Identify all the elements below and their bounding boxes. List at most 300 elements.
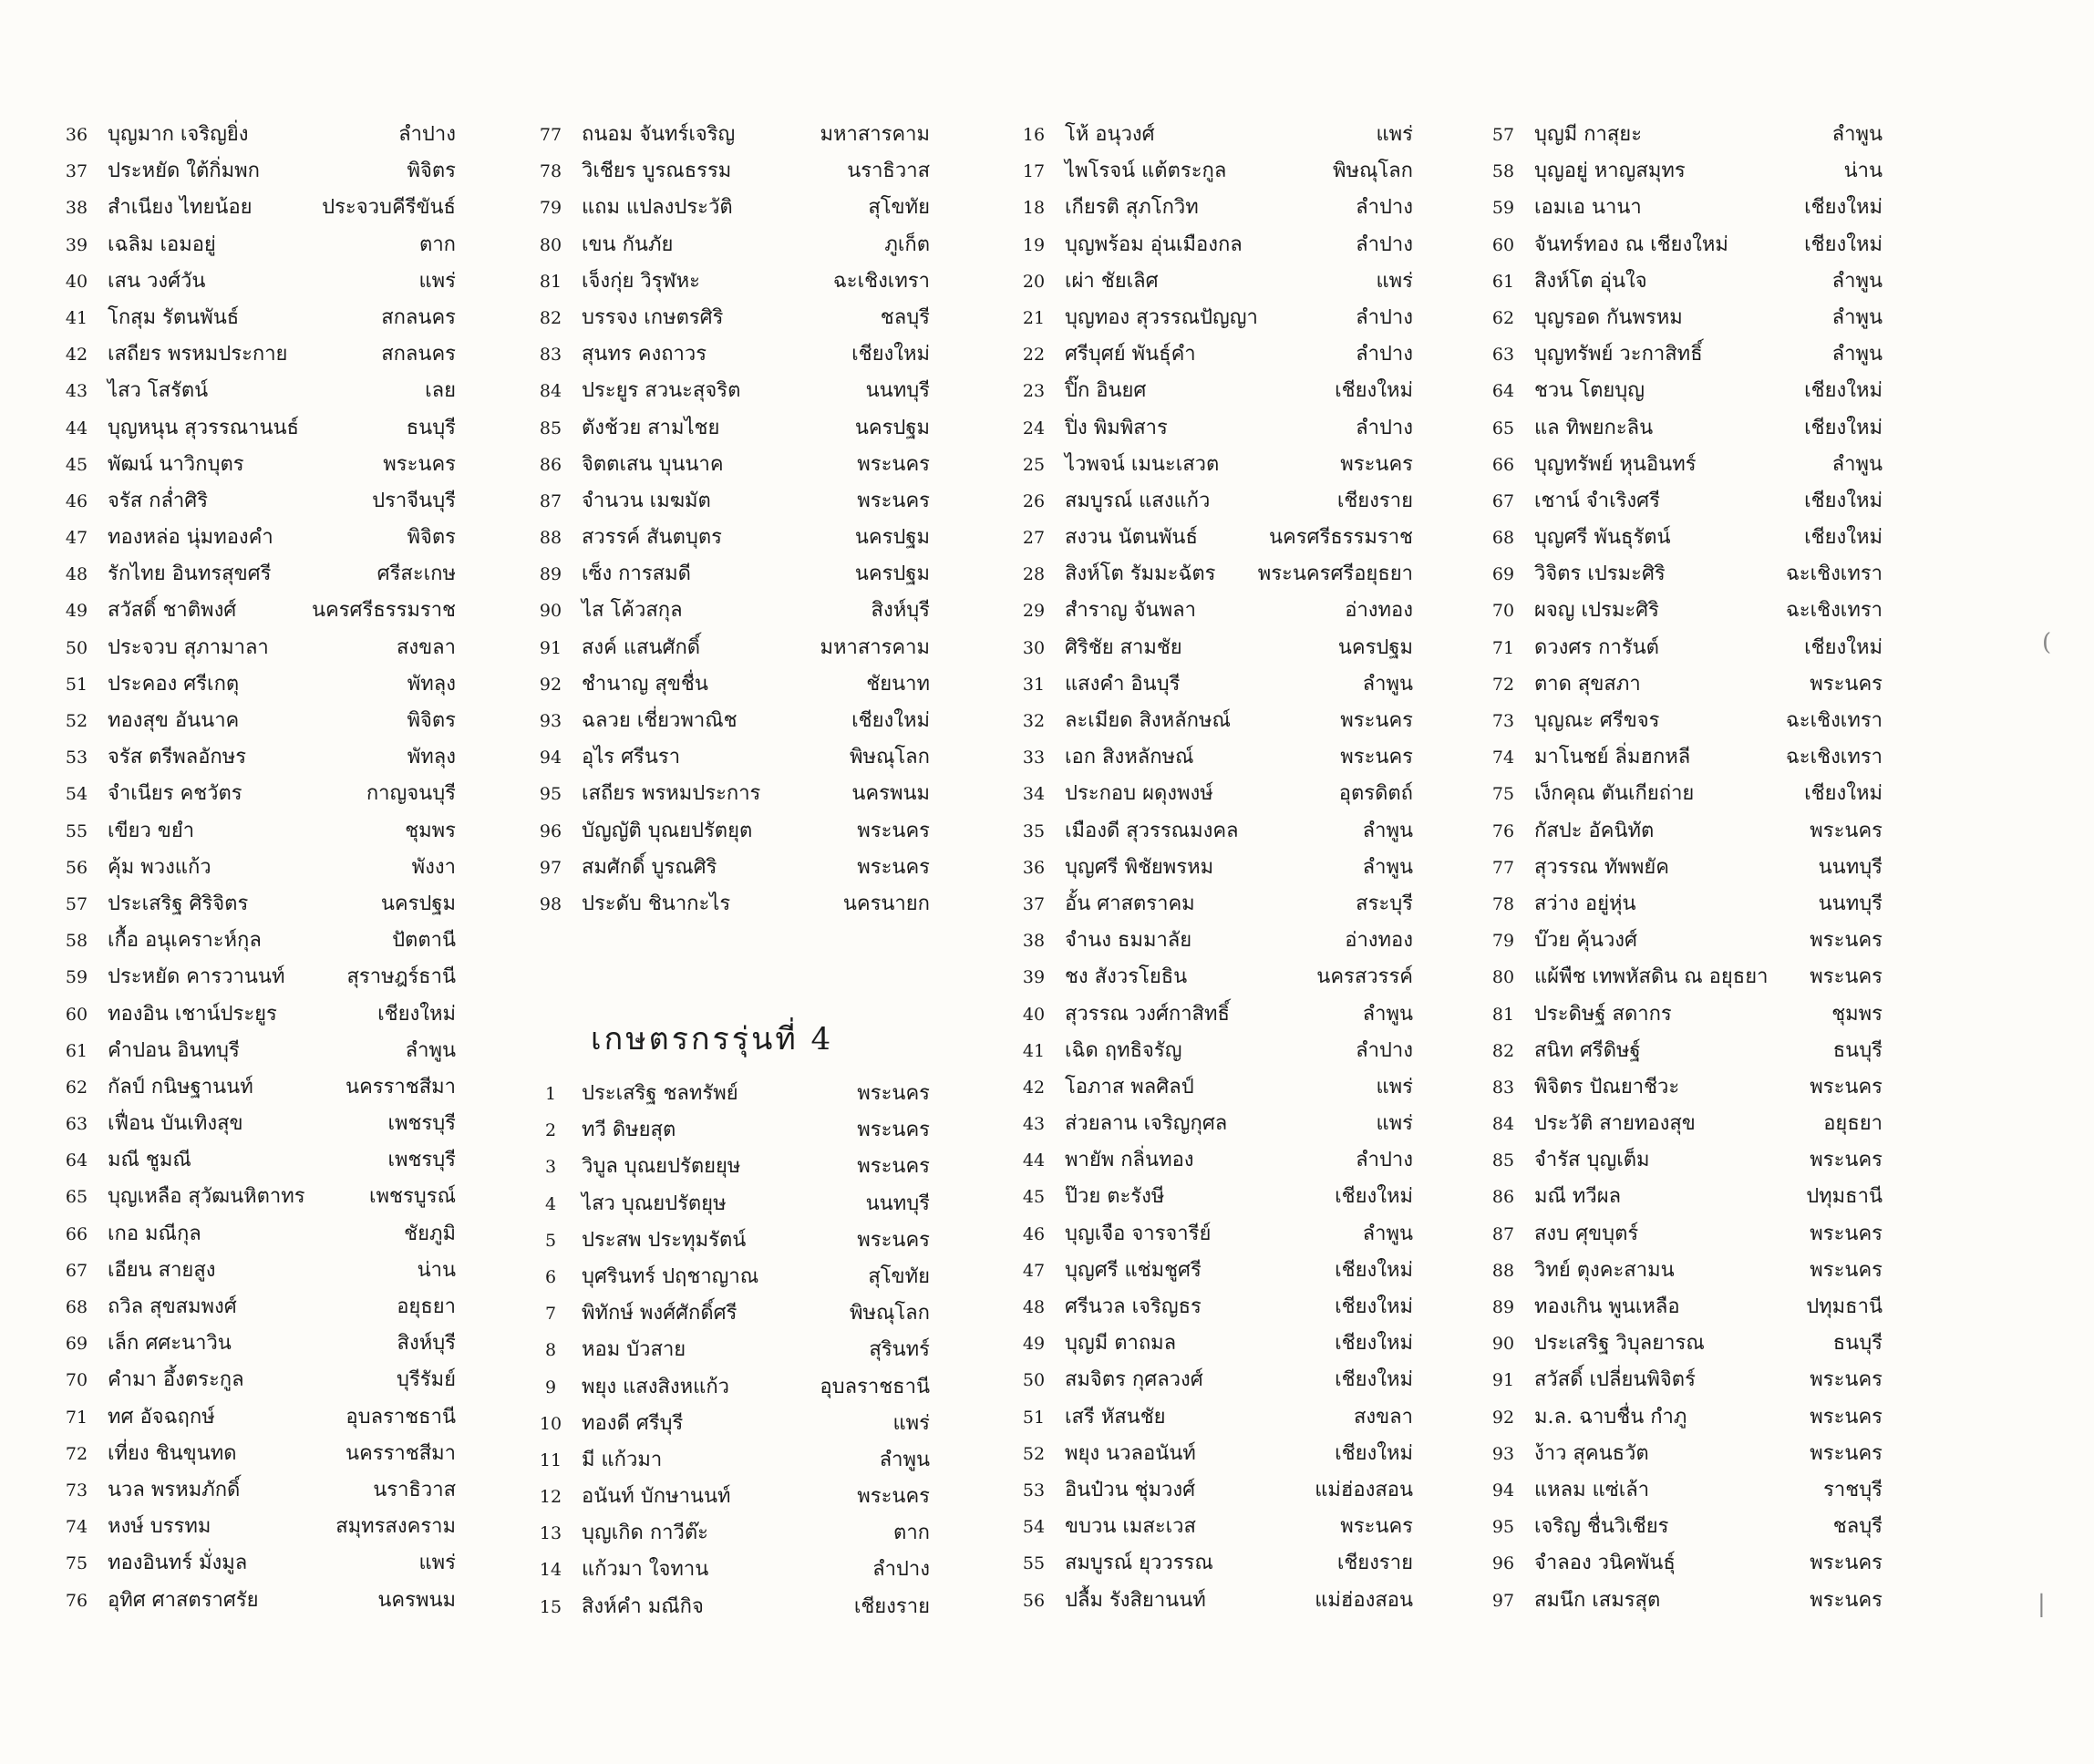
entry-number: 46 bbox=[1022, 1223, 1046, 1244]
list-item bbox=[55, 117, 456, 153]
entry-number: 40 bbox=[1022, 1004, 1046, 1025]
entry-name: ไสว โสรัตน์ bbox=[108, 379, 209, 403]
entry-province: ชลบุรี bbox=[880, 305, 930, 329]
entry-name: เขน กันภัย bbox=[582, 232, 674, 256]
entry-number: 87 bbox=[539, 490, 562, 511]
entry-name: สำราญ จันพลา bbox=[1065, 599, 1196, 623]
list-item bbox=[55, 373, 456, 409]
entry-name: โห้ อนุวงศ์ bbox=[1065, 123, 1155, 146]
list-item bbox=[1481, 630, 1883, 666]
entry-number: 42 bbox=[65, 345, 88, 366]
entry-province: พัทลุง bbox=[407, 672, 456, 696]
entry-province: พัทลุง bbox=[407, 746, 456, 769]
entry-number: 86 bbox=[1491, 1187, 1515, 1208]
entry-name: จิตตเสน บุนนาค bbox=[582, 452, 724, 476]
entry-province: แพร่ bbox=[1376, 123, 1413, 146]
entry-number: 31 bbox=[1022, 674, 1046, 695]
entry-number: 91 bbox=[539, 637, 562, 658]
entry-number: 4 bbox=[544, 1193, 557, 1214]
entry-number: 83 bbox=[539, 345, 562, 366]
entry-province: นครปฐม bbox=[1337, 635, 1413, 659]
entry-name: ส่วยลาน เจริญกุศล bbox=[1065, 1112, 1228, 1136]
entry-name: สิงห์โต อุ่นใจ bbox=[1534, 269, 1647, 293]
entry-number: 79 bbox=[1491, 931, 1515, 952]
entry-province: ชัยนาท bbox=[866, 672, 930, 696]
list-item bbox=[55, 813, 456, 850]
entry-number: 39 bbox=[1022, 967, 1046, 988]
entry-province: สมุทรสงคราม bbox=[335, 1515, 456, 1539]
entry-name: ประคอง ศรีเกตุ bbox=[108, 672, 240, 696]
entry-name: พัฒน์ นาวิกบุตร bbox=[108, 452, 244, 476]
list-item bbox=[1012, 886, 1413, 923]
entry-number: 46 bbox=[65, 490, 88, 511]
entry-province: เชียงใหม่ bbox=[851, 709, 930, 732]
entry-name: สุวรรณ วงศ์กาสิทธิ์ bbox=[1065, 1002, 1230, 1026]
entry-number: 29 bbox=[1022, 601, 1046, 622]
list-item bbox=[529, 556, 930, 593]
entry-province: นครนายก bbox=[842, 892, 930, 915]
entry-province: ลำปาง bbox=[398, 123, 456, 146]
entry-name: ทศ อัจฉฤกษ์ bbox=[108, 1405, 215, 1429]
entry-province: ลำพูน bbox=[1362, 1002, 1413, 1026]
entry-name: ศิริชัย สามชัย bbox=[1065, 635, 1182, 659]
entry-name: นวล พรหมภักดิ์ bbox=[108, 1478, 241, 1501]
entry-name: อนันท์ บักษานนท์ bbox=[582, 1485, 731, 1509]
entry-name: ทองดี ศรีบุรี bbox=[582, 1411, 684, 1435]
entry-province: อุตรดิตถ์ bbox=[1338, 782, 1413, 806]
list-item bbox=[55, 1326, 456, 1362]
list-item bbox=[529, 263, 930, 300]
entry-number: 89 bbox=[1491, 1297, 1515, 1317]
list-item bbox=[1012, 813, 1413, 850]
entry-province: ลำปาง bbox=[1356, 232, 1413, 256]
entry-province: เชียงใหม่ bbox=[1335, 1295, 1413, 1318]
entry-name: เอมเอ นานา bbox=[1534, 196, 1642, 220]
entry-province: อยุธยา bbox=[397, 1295, 456, 1318]
list-item bbox=[529, 1406, 930, 1442]
entry-number: 72 bbox=[1491, 674, 1515, 695]
entry-number: 35 bbox=[1022, 820, 1046, 841]
entry-name: คุ้ม พวงแก้ว bbox=[108, 855, 211, 879]
entry-province: พระนคร bbox=[857, 1155, 930, 1179]
entry-province: ลำพูน bbox=[1831, 452, 1883, 476]
list-item bbox=[1012, 703, 1413, 739]
list-item bbox=[1012, 263, 1413, 300]
entry-name: พิจิตร ปัณยาชีวะ bbox=[1534, 1075, 1680, 1099]
entry-number: 8 bbox=[544, 1340, 557, 1361]
entry-province: ลำพูน bbox=[1831, 269, 1883, 293]
entry-number: 48 bbox=[65, 564, 88, 585]
entry-province: ประจวบคีรีขันธ์ bbox=[322, 196, 456, 220]
entry-province: แพร่ bbox=[1376, 269, 1413, 293]
entry-province: นครปฐม bbox=[854, 526, 930, 550]
list-item bbox=[529, 1149, 930, 1185]
list-item bbox=[55, 1142, 456, 1179]
entry-number: 16 bbox=[1022, 125, 1046, 145]
entry-province: เชียงใหม่ bbox=[377, 1002, 456, 1026]
entry-province: พระนคร bbox=[857, 452, 930, 476]
entry-name: บุญอยู่ หาญสมุทร bbox=[1534, 160, 1686, 183]
entry-number: 52 bbox=[1022, 1443, 1046, 1464]
list-item bbox=[1481, 1142, 1883, 1179]
list-item bbox=[55, 996, 456, 1033]
list-item bbox=[1481, 776, 1883, 812]
entry-number: 37 bbox=[1022, 893, 1046, 914]
entry-province: ตาก bbox=[419, 232, 456, 256]
entry-number: 54 bbox=[65, 784, 88, 805]
entry-name: ประดับ ชินากะไร bbox=[582, 892, 731, 915]
entry-number: 37 bbox=[65, 161, 88, 182]
entry-number: 77 bbox=[539, 125, 562, 145]
list-item bbox=[1481, 813, 1883, 850]
entry-province: พระนคร bbox=[1810, 1552, 1883, 1575]
list-item bbox=[529, 227, 930, 263]
list-column-1 bbox=[55, 117, 456, 1619]
list-item bbox=[1012, 959, 1413, 995]
list-item bbox=[1481, 1326, 1883, 1362]
entry-province: แพร่ bbox=[418, 269, 456, 293]
entry-name: อุทิศ ศาสตราศรัย bbox=[108, 1588, 259, 1612]
list-item bbox=[1012, 373, 1413, 409]
entry-province: พระนคร bbox=[1810, 819, 1883, 842]
entry-province: สระบุรี bbox=[1356, 892, 1413, 915]
entry-province: นครราชสีมา bbox=[346, 1441, 456, 1465]
entry-province: อ่างทอง bbox=[1345, 599, 1413, 623]
entry-province: พิจิตร bbox=[407, 160, 456, 183]
list-item bbox=[1012, 117, 1413, 153]
entry-number: 86 bbox=[539, 454, 562, 475]
list-item bbox=[1481, 1362, 1883, 1398]
list-item bbox=[1012, 153, 1413, 190]
list-item bbox=[529, 1186, 930, 1222]
entry-name: สิงห์โต รัมมะฉัตร bbox=[1065, 562, 1216, 586]
list-item bbox=[1481, 1216, 1883, 1253]
entry-number: 56 bbox=[65, 857, 88, 878]
entry-province: พระนคร bbox=[1340, 1515, 1413, 1539]
entry-name: ประกอบ ผดุงพงษ์ bbox=[1065, 782, 1213, 806]
list-item bbox=[1012, 556, 1413, 593]
entry-number: 47 bbox=[1022, 1260, 1046, 1281]
list-item bbox=[1481, 190, 1883, 226]
list-item bbox=[529, 483, 930, 520]
entry-province: เชียงใหม่ bbox=[1804, 782, 1883, 806]
list-item bbox=[529, 117, 930, 153]
entry-number: 25 bbox=[1022, 454, 1046, 475]
entry-name: เง็กคุณ ตันเกียถ่าย bbox=[1534, 782, 1695, 806]
list-item bbox=[1012, 1106, 1413, 1142]
entry-name: เขียว ขยำ bbox=[108, 819, 195, 842]
entry-name: สนิท ศรีดิษฐ์ bbox=[1534, 1038, 1641, 1062]
entry-name: โกสุม รัตนพันธ์ bbox=[108, 305, 240, 329]
entry-number: 40 bbox=[65, 271, 88, 292]
list-item bbox=[1012, 776, 1413, 812]
entry-province: นราธิวาส bbox=[373, 1478, 456, 1501]
entry-name: กัสปะ อัคนิทัต bbox=[1534, 819, 1655, 842]
entry-name: บ๊วย คุ้นวงศ์ bbox=[1534, 929, 1638, 953]
entry-number: 52 bbox=[65, 711, 88, 731]
entry-province: พระนคร bbox=[1810, 1075, 1883, 1099]
list-item bbox=[55, 1253, 456, 1289]
list-item bbox=[1481, 1179, 1883, 1215]
list-item bbox=[55, 300, 456, 336]
entry-province: อุบลราชธานี bbox=[820, 1375, 930, 1398]
entry-name: เสถียร พรหมประกาย bbox=[108, 343, 288, 366]
entry-name: จำลอง วนิคพันธุ์ bbox=[1534, 1552, 1676, 1575]
entry-name: จำเนียร คชวัตร bbox=[108, 782, 242, 806]
entry-number: 79 bbox=[539, 198, 562, 219]
entry-province: นนทบุรี bbox=[865, 1191, 930, 1215]
entry-province: พระนคร bbox=[1810, 1368, 1883, 1392]
entry-number: 63 bbox=[65, 1114, 88, 1135]
entry-province: เลย bbox=[425, 379, 456, 403]
entry-province: พระนคร bbox=[383, 452, 456, 476]
entry-name: บุญทอง สุวรรณปัญญา bbox=[1065, 305, 1258, 329]
entry-name: ป๊วย ตะรังษี bbox=[1065, 1185, 1165, 1209]
entry-name: สวัสดิ์ เปลี่ยนพิจิตร์ bbox=[1534, 1368, 1696, 1392]
entry-province: เพชรบูรณ์ bbox=[369, 1185, 456, 1209]
entry-number: 64 bbox=[1491, 381, 1515, 402]
entry-province: เชียงใหม่ bbox=[1335, 1185, 1413, 1209]
entry-number: 2 bbox=[544, 1120, 557, 1141]
entry-number: 95 bbox=[539, 784, 562, 805]
entry-name: ไส โค้วสกุล bbox=[582, 599, 683, 623]
entry-number: 39 bbox=[65, 234, 88, 255]
list-item bbox=[55, 1033, 456, 1069]
entry-name: บุญทรัพย์ หุนอินทร์ bbox=[1534, 452, 1697, 476]
list-item bbox=[529, 776, 930, 812]
entry-province: ฉะเชิงเทรา bbox=[1785, 562, 1883, 586]
entry-number: 47 bbox=[65, 528, 88, 549]
list-item bbox=[1012, 996, 1413, 1033]
entry-name: ตาด สุขสภา bbox=[1534, 672, 1641, 696]
entry-number: 71 bbox=[65, 1407, 88, 1428]
list-item bbox=[55, 1509, 456, 1545]
list-item bbox=[1481, 959, 1883, 995]
entry-name: เฟื่อน บันเทิงสุข bbox=[108, 1112, 243, 1136]
list-item bbox=[1481, 447, 1883, 483]
entry-province: แพร่ bbox=[418, 1552, 456, 1575]
entry-name: เกื้อ อนุเคราะห์กุล bbox=[108, 929, 262, 953]
entry-province: พิจิตร bbox=[407, 526, 456, 550]
entry-number: 53 bbox=[65, 748, 88, 769]
entry-name: สมบูรณ์ แสงแก้ว bbox=[1065, 489, 1211, 512]
entry-number: 82 bbox=[1491, 1040, 1515, 1061]
entry-number: 67 bbox=[65, 1260, 88, 1281]
entry-province: ลำพูน bbox=[1831, 305, 1883, 329]
entry-name: บุญศรี แช่มชูศรี bbox=[1065, 1258, 1202, 1282]
entry-province: นครปฐม bbox=[854, 416, 930, 439]
scan-mark: ( bbox=[2042, 629, 2052, 656]
entry-name: เล็ก ศศะนาวิน bbox=[108, 1332, 232, 1356]
list-item bbox=[1012, 300, 1413, 336]
entry-name: ผจญ เปรมะศิริ bbox=[1534, 599, 1659, 623]
list-item bbox=[1481, 1106, 1883, 1142]
entry-number: 18 bbox=[1022, 198, 1046, 219]
entry-province: เพชรบุรี bbox=[387, 1149, 456, 1172]
entry-province: สิงห์บุรี bbox=[871, 599, 930, 623]
entry-province: เชียงใหม่ bbox=[1335, 379, 1413, 403]
entry-province: ชัยภูมิ bbox=[404, 1222, 456, 1245]
entry-province: สิงห์บุรี bbox=[397, 1332, 456, 1356]
list-item bbox=[1012, 1033, 1413, 1069]
list-item bbox=[529, 336, 930, 373]
entry-number: 76 bbox=[1491, 820, 1515, 841]
list-item bbox=[1012, 1142, 1413, 1179]
entry-province: เชียงใหม่ bbox=[1804, 232, 1883, 256]
list-item bbox=[1012, 593, 1413, 629]
list-item bbox=[55, 923, 456, 959]
entry-name: ถวิล สุขสมพงศ์ bbox=[108, 1295, 237, 1318]
entry-number: 5 bbox=[544, 1230, 557, 1251]
entry-province: สกลนคร bbox=[381, 305, 456, 329]
entry-number: 65 bbox=[1491, 418, 1515, 438]
entry-number: 10 bbox=[539, 1413, 562, 1434]
entry-province: เชียงราย bbox=[1336, 1552, 1413, 1575]
entry-name: ศรีบุศย์ พันธุ์คำ bbox=[1065, 343, 1196, 366]
entry-number: 13 bbox=[539, 1523, 562, 1544]
entry-number: 36 bbox=[65, 125, 88, 145]
entry-name: สมนึก เสมรสุต bbox=[1534, 1588, 1661, 1612]
entry-province: แพร่ bbox=[1376, 1075, 1413, 1099]
entry-province: พระนคร bbox=[1810, 1405, 1883, 1429]
list-item bbox=[529, 593, 930, 629]
list-item bbox=[529, 1076, 930, 1112]
entry-name: ดวงศร การันต์ bbox=[1534, 635, 1659, 659]
entry-number: 41 bbox=[65, 307, 88, 328]
list-item bbox=[55, 153, 456, 190]
entry-province: ศรีสะเกษ bbox=[377, 562, 456, 586]
list-item bbox=[1012, 1216, 1413, 1253]
list-item bbox=[55, 850, 456, 886]
list-item bbox=[1481, 1436, 1883, 1472]
entry-number: 68 bbox=[65, 1297, 88, 1317]
list-item bbox=[55, 1362, 456, 1398]
entry-number: 49 bbox=[1022, 1334, 1046, 1355]
entry-number: 81 bbox=[1491, 1004, 1515, 1025]
list-item bbox=[1012, 1362, 1413, 1398]
entry-number: 54 bbox=[1022, 1517, 1046, 1538]
entry-province: สุรินทร์ bbox=[869, 1338, 930, 1362]
entry-number: 55 bbox=[1022, 1553, 1046, 1574]
list-item bbox=[1481, 1509, 1883, 1545]
entry-number: 45 bbox=[65, 454, 88, 475]
entry-name: สมจิตร กุศลวงศ์ bbox=[1065, 1368, 1203, 1392]
entry-province: ลำพูน bbox=[1362, 819, 1413, 842]
entry-name: ประยูร สวนะสุจริต bbox=[582, 379, 741, 403]
entry-number: 69 bbox=[65, 1334, 88, 1355]
entry-number: 7 bbox=[544, 1304, 557, 1325]
entry-province: เชียงใหม่ bbox=[851, 343, 930, 366]
entry-number: 22 bbox=[1022, 345, 1046, 366]
entry-province: ชลบุรี bbox=[1832, 1515, 1883, 1539]
entry-number: 72 bbox=[65, 1443, 88, 1464]
entry-province: ลำปาง bbox=[1356, 416, 1413, 439]
entry-name: ทองสุข อันนาค bbox=[108, 709, 240, 732]
entry-province: พระนคร bbox=[857, 1082, 930, 1105]
entry-province: ลำพูน bbox=[1362, 855, 1413, 879]
entry-province: พังงา bbox=[411, 855, 456, 879]
entry-number: 90 bbox=[1491, 1334, 1515, 1355]
list-item bbox=[1012, 666, 1413, 703]
entry-name: วิบูล บุณยปรัตยยุษ bbox=[582, 1155, 741, 1179]
entry-number: 61 bbox=[65, 1040, 88, 1061]
entry-number: 66 bbox=[1491, 454, 1515, 475]
list-item bbox=[1481, 556, 1883, 593]
entry-number: 94 bbox=[1491, 1480, 1515, 1501]
entry-name: พยุง แสงสิงหแก้ว bbox=[582, 1375, 730, 1398]
entry-number: 88 bbox=[539, 528, 562, 549]
entry-province: พิษณุโลก bbox=[1332, 160, 1413, 183]
list-item bbox=[529, 666, 930, 703]
entry-name: พายัพ กลิ่นทอง bbox=[1065, 1149, 1194, 1172]
entry-name: อุไร ศรีนรา bbox=[582, 746, 681, 769]
entry-name: ถนอม จันทร์เจริญ bbox=[582, 123, 736, 146]
entry-province: เชียงใหม่ bbox=[1804, 196, 1883, 220]
entry-name: ประสพ ประทุมรัตน์ bbox=[582, 1228, 747, 1252]
entry-province: นนทบุรี bbox=[1818, 892, 1883, 915]
list-item bbox=[1012, 410, 1413, 447]
list-item bbox=[1481, 996, 1883, 1033]
entry-number: 15 bbox=[539, 1596, 562, 1617]
entry-province: สุราษฎร์ธานี bbox=[346, 965, 456, 989]
entry-name: จำรัส บุญเต็ม bbox=[1534, 1149, 1650, 1172]
entry-name: ทองหล่อ นุ่มทองคำ bbox=[108, 526, 273, 550]
entry-province: ฉะเชิงเทรา bbox=[1785, 709, 1883, 732]
list-item bbox=[1012, 630, 1413, 666]
entry-number: 42 bbox=[1022, 1077, 1046, 1098]
entry-name: รักไทย อินทรสุขศรี bbox=[108, 562, 272, 586]
list-item bbox=[55, 410, 456, 447]
entry-province: เชียงใหม่ bbox=[1804, 635, 1883, 659]
list-item bbox=[55, 336, 456, 373]
entry-number: 62 bbox=[65, 1077, 88, 1098]
entry-province: นครสวรรค์ bbox=[1316, 965, 1413, 989]
entry-name: หงษ์ บรรทม bbox=[108, 1515, 211, 1539]
scan-mark: | bbox=[2037, 1591, 2046, 1618]
list-item bbox=[1481, 520, 1883, 556]
entry-province: น่าน bbox=[1843, 160, 1883, 183]
entry-name: บุญศรี พิชัยพรหม bbox=[1065, 855, 1214, 879]
list-item bbox=[529, 1442, 930, 1479]
list-item bbox=[1012, 1289, 1413, 1326]
list-item bbox=[1012, 336, 1413, 373]
entry-province: เชียงราย bbox=[853, 1594, 930, 1618]
entry-number: 61 bbox=[1491, 271, 1515, 292]
entry-province: มหาสารคาม bbox=[820, 635, 930, 659]
entry-number: 28 bbox=[1022, 564, 1046, 585]
entry-province: นราธิวาส bbox=[847, 160, 930, 183]
entry-number: 51 bbox=[1022, 1407, 1046, 1428]
entry-name: เมืองดี สุวรรณมงคล bbox=[1065, 819, 1239, 842]
entry-province: พระนคร bbox=[1340, 452, 1413, 476]
list-item bbox=[529, 520, 930, 556]
entry-province: สงขลา bbox=[1353, 1405, 1413, 1429]
list-item bbox=[529, 1259, 930, 1295]
list-item bbox=[55, 1179, 456, 1215]
entry-number: 59 bbox=[1491, 198, 1515, 219]
entry-number: 19 bbox=[1022, 234, 1046, 255]
entry-province: เชียงใหม่ bbox=[1804, 489, 1883, 512]
entry-number: 60 bbox=[1491, 234, 1515, 255]
list-item bbox=[55, 739, 456, 776]
list-item bbox=[529, 153, 930, 190]
list-item bbox=[1481, 886, 1883, 923]
entry-number: 73 bbox=[1491, 711, 1515, 731]
entry-name: จำนวน เมฆมัต bbox=[582, 489, 711, 512]
entry-number: 6 bbox=[544, 1266, 557, 1287]
entry-number: 38 bbox=[1022, 931, 1046, 952]
entry-number: 56 bbox=[1022, 1590, 1046, 1611]
